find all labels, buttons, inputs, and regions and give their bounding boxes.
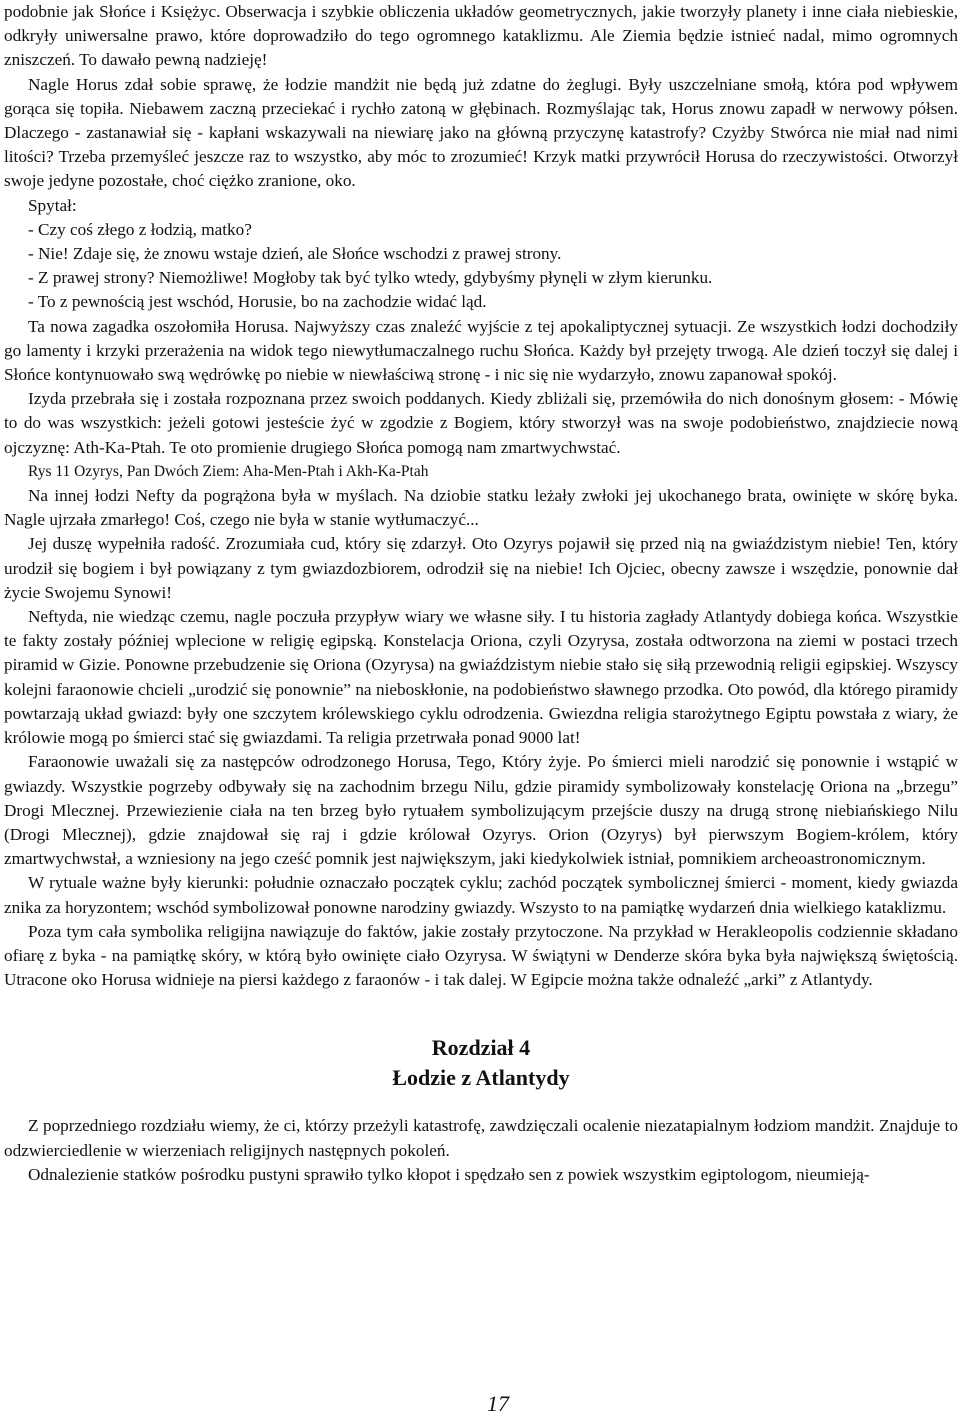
page-body: [4, 0, 958, 1187]
paragraph: Na innej łodzi Nefty da pogrążona była w myślach. Na dziobie statku leżały zwłoki jej ukochanego brata, owinięte w skórę byka. Nagle ujrzała zmarłego! Coś, czego nie była w stanie wytłumaczyć...: [4, 486, 958, 530]
page-number: 17: [487, 1391, 509, 1416]
paragraph: Jej duszę wypełniła radość. Zrozumiała cud, który się zdarzył. Oto Ozyrys pojawił się przed nią na gwiaździstym niebie! Ten, który urodził się bogiem i był powiązany z tym gwiazdozbiorem, odrodził się na niebie! Ich Ojciec, obecny zawsze i wszędzie, ponownie dał życie Swojemu Synowi!: [4, 534, 958, 602]
dialogue-line: - To z pewnością jest wschód, Horusie, bo na zachodzie widać ląd.: [28, 292, 487, 312]
chapter-title: Łodzie z Atlantydy: [392, 1065, 570, 1091]
paragraph: Izyda przebrała się i została rozpoznana przez swoich poddanych. Kiedy zbliżali się, przemówiła do nich donośnym głosem: - Mówię to do was wszystkich: jeżeli gotowi jesteście żyć w zgodzie z Bogiem, który stworzył was na swoje podobieństwo, znajdziecie nową ojczyznę: Ath-Ka-Ptah. Te oto promienie drugiego Słońca pomogą nam zmartwychwstać.: [4, 389, 958, 457]
dialogue-line: - Z prawej strony? Niemożliwe! Mogłoby tak być tylko wtedy, gdybyśmy płynęli w złym kierunku.: [28, 268, 713, 288]
paragraph: Spytał:: [28, 195, 77, 215]
paragraph: podobnie jak Słońce i Księżyc. Obserwacja i szybkie obliczenia układów geometrycznych, jakie tworzyły planety i inne ciała niebieskie, odkryły uniwersalne prawo, które doprowadziło do tego ogromnego kataklizmu. Ale Ziemia będzie istnieć nadal, mimo ogromnych zniszczeń. To dawało pewną nadzieję!: [4, 2, 958, 70]
chapter-number: Rozdział 4: [431, 1035, 531, 1061]
paragraph: Faraonowie uważali się za następców odrodzonego Horusa, Tego, Który żyje. Po śmierci mieli narodzić się ponownie i wstąpić w gwiazdy. Wszystkie pogrzeby odbywały się na zachodnim brzegu Nilu, gdzie piramidy symbolizowały konstelację Oriona na „brzegu” Drogi Mlecznej. Przewiezienie ciała na ten brzeg było rytuałem symbolizującym przejście duszy na drugą stronę niebiańskiego Nilu (Drogi Mlecznej), gdzie znajdował się raj i gdzie królował Ozyrys. Orion (Ozyrys) był pierwszym Bogiem-królem, który zmartwychwstał, a wzniesiony na jego cześć pomnik jest największym, jaki kiedykolwiek istniał, pomnikiem archeoastronomicznym.: [4, 752, 958, 869]
figure-caption: Rys 11 Ozyrys, Pan Dwóch Ziem: Aha-Men-Ptah i Akh-Ka-Ptah: [28, 462, 429, 480]
paragraph: Ta nowa zagadka oszołomiła Horusa. Najwyższy czas znaleźć wyjście z tej apokaliptycznej sytuacji. Ze wszystkich łodzi dochodziły go lamenty i krzyki przerażenia na widok tego niewytłumaczalnego ruchu Słońca. Każdy był przejęty trwogą. Ale dzień toczył się dalej i Słońce kontynuowało swą wędrówkę po niebie w niewłaściwą stronę - i nic się nie wydarzyło, znowu zapanował spokój.: [4, 316, 958, 385]
paragraph: Z poprzedniego rozdziału wiemy, że ci, którzy przeżyli katastrofę, zawdzięczali ocalenie niezatapialnym łodziom mandżit. Znajduje to odzwierciedlenie w wierzeniach religijnych następnych pokoleń.: [4, 1116, 958, 1160]
paragraph: Poza tym cała symbolika religijna nawiązuje do faktów, jakie zostały przytoczone. Na przykład w Herakleopolis codziennie składano ofiarę z byka - na pamiątkę skóry, w którą było owinięte ciało Ozyrysa. W świątyni w Denderze skóra byka była największą świętością. Utracone oko Horusa widnieje na piersi każdego z faraonów - i tak dalej. W Egipcie można także odnaleźć „arki” z Atlantydy.: [4, 921, 958, 990]
paragraph: Neftyda, nie wiedząc czemu, nagle poczuła przypływ wiary we własne siły. I tu historia zagłady Atlantydy dobiega końca. Wszystkie te fakty zostały później wplecione w religię egipską. Konstelacja Oriona, czyli Ozyrysa, została odtworzona na ziemi w postaci trzech piramid w Gizie. Ponowne przebudzenie się Oriona (Ozyrysa) na gwiaździstym niebie stało się siłą przewodnią religii egipskiej. Wszyscy kolejni faraonowie chcieli „urodzić się ponownie” na nieboskłonie, na podobieństwo sławnego przodka. Oto powód, dla którego piramidy powtarzają układ gwiazd: były one szczytem królewskiego cyklu odrodzenia. Gwiezdna religia starożytnego Egiptu powstała z wiary, że królowie mogą po śmierci stać się gwiazdami. Ta religia przetrwała ponad 9000 lat!: [4, 607, 958, 748]
chapter-heading: [4, 1033, 958, 1093]
paragraph: Odnalezienie statków pośrodku pustyni sprawiło tylko kłopot i spędzało sen z powiek wszystkim egiptologom, nieumieją-: [28, 1164, 870, 1184]
paragraph: W rytuale ważne były kierunki: południe oznaczało początek cyklu; zachód początek symbolicznej śmierci - moment, kiedy gwiazda znika za horyzontem; wschód symbolizował ponowne narodziny gwiazdy. Wszysto to na pamiątkę wydarzeń dnia wielkiego kataklizmu.: [4, 873, 958, 917]
paragraph: Nagle Horus zdał sobie sprawę, że łodzie mandżit nie będą już zdatne do żeglugi. Były uszczelniane smołą, która pod wpływem gorąca się topiła. Niebawem zaczną przeciekać i rychło zatoną w głębinach. Rozmyślając tak, Horus znowu zapadł w nerwowy półsen. Dlaczego - zastanawiał się - kapłani wskazywali na niewiarę jako na główną przyczynę katastrofy? Czyżby Stwórca nie miał nad nimi litości? Trzeba przemyśleć jeszcze raz to wszystko, aby móc to zrozumieć! Krzyk matki przywrócił Horusa do rzeczywistości. Otworzył swoje jedyne pozostałe, choć ciężko zranione, oko.: [4, 74, 958, 191]
dialogue-line: - Czy coś złego z łodzią, matko?: [28, 219, 252, 239]
dialogue-line: - Nie! Zdaje się, że znowu wstaje dzień, ale Słońce wschodzi z prawej strony.: [28, 244, 562, 264]
